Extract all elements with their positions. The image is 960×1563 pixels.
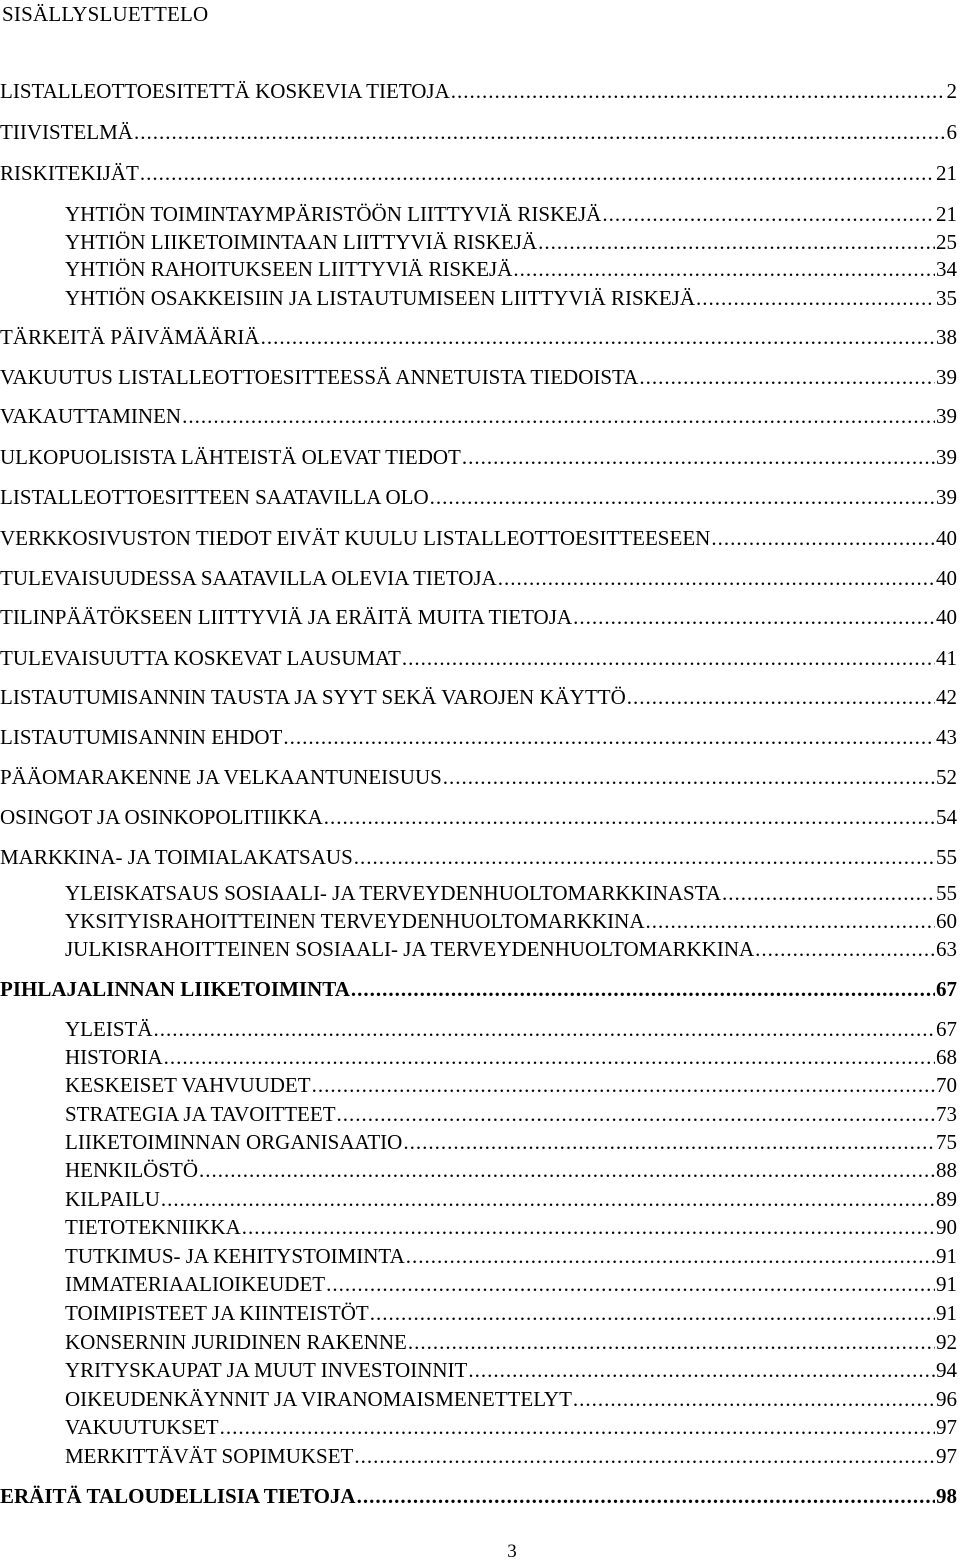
dot-leader [755, 936, 935, 962]
toc-entry-page-number: 73 [936, 1102, 957, 1126]
toc-entry-title: KILPAILU [65, 1187, 160, 1211]
toc-entry [0, 844, 957, 870]
dot-leader [408, 1329, 935, 1355]
toc-entry-page-number: 21 [936, 161, 957, 185]
dot-leader [154, 1016, 936, 1042]
toc-entry-page-number: 68 [936, 1045, 957, 1069]
toc-entry-title: OSINGOT JA OSINKOPOLITIIKKA [0, 805, 323, 829]
toc-entry [0, 976, 957, 1002]
dot-leader [220, 1414, 935, 1440]
dot-leader [573, 604, 935, 630]
toc-entry-page-number: 38 [936, 325, 957, 349]
dot-leader [370, 1300, 935, 1326]
toc-entry-page-number: 96 [936, 1387, 957, 1411]
toc-entry-title: TILINPÄÄTÖKSEEN LIITTYVIÄ JA ERÄITÄ MUITA TIETOJA [0, 605, 573, 629]
toc-entry [0, 684, 957, 710]
toc-entry-title: LIIKETOIMINNAN ORGANISAATIO [65, 1130, 403, 1154]
dot-leader [324, 804, 935, 830]
dot-leader [312, 1072, 935, 1098]
toc-entry-title: TUTKIMUS- JA KEHITYSTOIMINTA [65, 1244, 405, 1268]
toc-entry-page-number: 40 [936, 526, 957, 550]
dot-leader [538, 229, 935, 255]
dot-leader [722, 880, 935, 906]
dot-leader [451, 78, 946, 104]
toc-entry-title: HISTORIA [65, 1045, 163, 1069]
toc-entry-title: LISTALLEOTTOESITTEEN SAATAVILLA OLO [0, 485, 429, 509]
toc-subentry [0, 229, 957, 255]
toc-entry-title: JULKISRAHOITTEINEN SOSIAALI- JA TERVEYDENHUOLTOMARKKINA [65, 937, 755, 961]
dot-leader [602, 201, 935, 227]
toc-entry-page-number: 43 [936, 725, 957, 749]
toc-entry-title: OIKEUDENKÄYNNIT JA VIRANOMAISMENETTELYT [65, 1387, 572, 1411]
toc-entry-page-number: 91 [936, 1244, 957, 1268]
toc-entry-page-number: 39 [936, 485, 957, 509]
toc-subentry [0, 1044, 957, 1070]
page-number-footer [0, 1541, 960, 1563]
dot-leader [430, 484, 935, 510]
dot-leader [402, 645, 935, 671]
dot-leader [403, 1129, 935, 1155]
toc-entry-page-number: 63 [936, 937, 957, 961]
dot-leader [443, 764, 935, 790]
toc-entry-page-number: 89 [936, 1187, 957, 1211]
footer-page-number: 3 [507, 1541, 517, 1562]
toc-entry [0, 525, 957, 551]
toc-entry-page-number: 70 [936, 1073, 957, 1097]
toc-entry-title: TIIVISTELMÄ [0, 120, 133, 144]
toc-entry-page-number: 55 [936, 845, 957, 869]
dot-leader [354, 844, 935, 870]
toc-entry [0, 724, 957, 750]
toc-entry [0, 364, 957, 390]
toc-entry-page-number: 54 [936, 805, 957, 829]
toc-entry-title: YHTIÖN LIIKETOIMINTAAN LIITTYVIÄ RISKEJÄ [65, 230, 538, 254]
toc-entry-page-number: 75 [936, 1130, 957, 1154]
toc-entry-page-number: 39 [936, 365, 957, 389]
toc-entry-page-number: 35 [936, 286, 957, 310]
toc-entry-title: MERKITTÄVÄT SOPIMUKSET [65, 1444, 354, 1468]
dot-leader [627, 684, 935, 710]
toc-entry [0, 119, 957, 145]
dot-leader [161, 1186, 935, 1212]
toc-subentry [0, 908, 957, 934]
toc-entry-page-number: 40 [936, 566, 957, 590]
toc-subentry [0, 1072, 957, 1098]
toc-entry-page-number: 97 [936, 1444, 957, 1468]
dot-leader [639, 364, 935, 390]
toc-subentry [0, 1186, 957, 1212]
dot-leader [140, 160, 935, 186]
dot-leader [182, 403, 935, 429]
toc-entry-page-number: 21 [936, 202, 957, 226]
dot-leader [164, 1044, 935, 1070]
toc-entry-page-number: 98 [936, 1484, 957, 1508]
toc-entry-title: VAKUUTUKSET [65, 1415, 219, 1439]
toc-entry-title: ULKOPUOLISISTA LÄHTEISTÄ OLEVAT TIEDOT [0, 445, 461, 469]
toc-entry-page-number: 42 [936, 685, 957, 709]
toc-entry [0, 160, 957, 186]
toc-entry-title: PÄÄOMARAKENNE JA VELKAANTUNEISUUS [0, 765, 442, 789]
toc-entry [0, 444, 957, 470]
toc-entry [0, 804, 957, 830]
toc-subentry [0, 1386, 957, 1412]
toc-subentry [0, 1329, 957, 1355]
toc-entry-title: YHTIÖN RAHOITUKSEEN LIITTYVIÄ RISKEJÄ [65, 257, 513, 281]
dot-leader [696, 285, 935, 311]
dot-leader [498, 565, 935, 591]
toc-entry-page-number: 90 [936, 1215, 957, 1239]
toc-entry-page-number: 55 [936, 881, 957, 905]
toc-entry-title: TÄRKEITÄ PÄIVÄMÄÄRIÄ [0, 325, 260, 349]
toc-subentry [0, 1157, 957, 1183]
toc-subentry [0, 285, 957, 311]
toc-entry-page-number: 92 [936, 1330, 957, 1354]
toc-entry-title: TOIMIPISTEET JA KIINTEISTÖT [65, 1301, 369, 1325]
toc-entry-page-number: 25 [936, 230, 957, 254]
toc-entry-title: YKSITYISRAHOITTEINEN TERVEYDENHUOLTOMARKKINA [65, 909, 645, 933]
toc-entry [0, 604, 957, 630]
dot-leader [468, 1357, 935, 1383]
toc-entry-title: IMMATERIAALIOIKEUDET [65, 1272, 326, 1296]
toc-entry-page-number: 67 [936, 977, 957, 1001]
toc-subentry [0, 1129, 957, 1155]
toc-entry-page-number: 94 [936, 1358, 957, 1382]
toc-entry-page-number: 39 [936, 404, 957, 428]
dot-leader [199, 1157, 935, 1183]
toc-subentry [0, 1414, 957, 1440]
dot-leader [513, 256, 935, 282]
dot-leader [573, 1386, 935, 1412]
toc-entry-title: TULEVAISUUTTA KOSKEVAT LAUSUMAT [0, 646, 401, 670]
toc-entry-page-number: 60 [936, 909, 957, 933]
toc-subentry [0, 1101, 957, 1127]
toc-entry-title: YRITYSKAUPAT JA MUUT INVESTOINNIT [65, 1358, 468, 1382]
toc-subentry [0, 1300, 957, 1326]
toc-entry-page-number: 41 [936, 646, 957, 670]
dot-leader [337, 1101, 935, 1127]
toc-entry [0, 764, 957, 790]
toc-entry-title: YHTIÖN OSAKKEISIIN JA LISTAUTUMISEEN LIITTYVIÄ RISKEJÄ [65, 286, 696, 310]
toc-subentry [0, 1243, 957, 1269]
toc-entry [0, 78, 957, 104]
toc-entry-title: MARKKINA- JA TOIMIALAKATSAUS [0, 845, 353, 869]
toc-entry-page-number: 67 [936, 1017, 957, 1041]
dot-leader [711, 525, 935, 551]
toc-entry-page-number: 40 [936, 605, 957, 629]
toc-subentry [0, 1214, 957, 1240]
toc-entry [0, 484, 957, 510]
toc-entry-title: YHTIÖN TOIMINTAYMPÄRISTÖÖN LIITTYVIÄ RISKEJÄ [65, 202, 602, 226]
dot-leader [406, 1243, 935, 1269]
toc-entry-title: LISTALLEOTTOESITETTÄ KOSKEVIA TIETOJA [0, 79, 450, 103]
toc-entry-page-number: 88 [936, 1158, 957, 1182]
toc-entry-title: HENKILÖSTÖ [65, 1158, 198, 1182]
toc-subentry [0, 256, 957, 282]
toc-entry-title: STRATEGIA JA TAVOITTEET [65, 1102, 336, 1126]
toc-subentry [0, 880, 957, 906]
dot-leader [462, 444, 935, 470]
toc-entry-title: RISKITEKIJÄT [0, 161, 139, 185]
toc-heading: SISÄLLYSLUETTELO [2, 2, 209, 26]
toc-entry-title: PIHLAJALINNAN LIIKETOIMINTA [0, 977, 350, 1001]
toc-subentry [0, 201, 957, 227]
toc-entry-title: LISTAUTUMISANNIN EHDOT [0, 725, 283, 749]
toc-entry [0, 1483, 957, 1509]
toc-entry-page-number: 39 [936, 445, 957, 469]
toc-entry-page-number: 2 [946, 79, 957, 103]
toc-entry-title: VAKUUTUS LISTALLEOTTOESITTEESSÄ ANNETUISTA TIEDOISTA [0, 365, 639, 389]
toc-entry-page-number: 91 [936, 1272, 957, 1296]
dot-leader [283, 724, 935, 750]
dot-leader [357, 1483, 935, 1509]
toc-subentry [0, 1271, 957, 1297]
toc-entry [0, 565, 957, 591]
toc-entry-title: ERÄITÄ TALOUDELLISIA TIETOJA [0, 1484, 356, 1508]
toc-entry-page-number: 52 [936, 765, 957, 789]
toc-entry-page-number: 34 [936, 257, 957, 281]
dot-leader [242, 1214, 935, 1240]
toc-subentry [0, 936, 957, 962]
dot-leader [134, 119, 946, 145]
toc-subentry [0, 1443, 957, 1469]
toc-entry [0, 403, 957, 429]
toc-subentry [0, 1357, 957, 1383]
toc-entry-title: YLEISTÄ [65, 1017, 153, 1041]
toc-entry [0, 645, 957, 671]
dot-leader [261, 324, 935, 350]
toc-subentry [0, 1016, 957, 1042]
toc-entry-page-number: 6 [946, 120, 957, 144]
dot-leader [354, 1443, 935, 1469]
toc-entry-page-number: 91 [936, 1301, 957, 1325]
toc-entry-title: TIETOTEKNIIKKA [65, 1215, 241, 1239]
toc-entry [0, 324, 957, 350]
toc-entry-title: LISTAUTUMISANNIN TAUSTA JA SYYT SEKÄ VAROJEN KÄYTTÖ [0, 685, 626, 709]
toc-entry-title: VERKKOSIVUSTON TIEDOT EIVÄT KUULU LISTALLEOTTOESITTEESEEN [0, 526, 711, 550]
toc-entry-title: TULEVAISUUDESSA SAATAVILLA OLEVIA TIETOJA [0, 566, 497, 590]
dot-leader [326, 1271, 935, 1297]
toc-entry-title: YLEISKATSAUS SOSIAALI- JA TERVEYDENHUOLTOMARKKINASTA [65, 881, 722, 905]
toc-entry-page-number: 97 [936, 1415, 957, 1439]
dot-leader [645, 908, 935, 934]
dot-leader [351, 976, 935, 1002]
toc-entry-title: VAKAUTTAMINEN [0, 404, 182, 428]
toc-entry-title: KONSERNIN JURIDINEN RAKENNE [65, 1330, 407, 1354]
toc-entry-title: KESKEISET VAHVUUDET [65, 1073, 311, 1097]
